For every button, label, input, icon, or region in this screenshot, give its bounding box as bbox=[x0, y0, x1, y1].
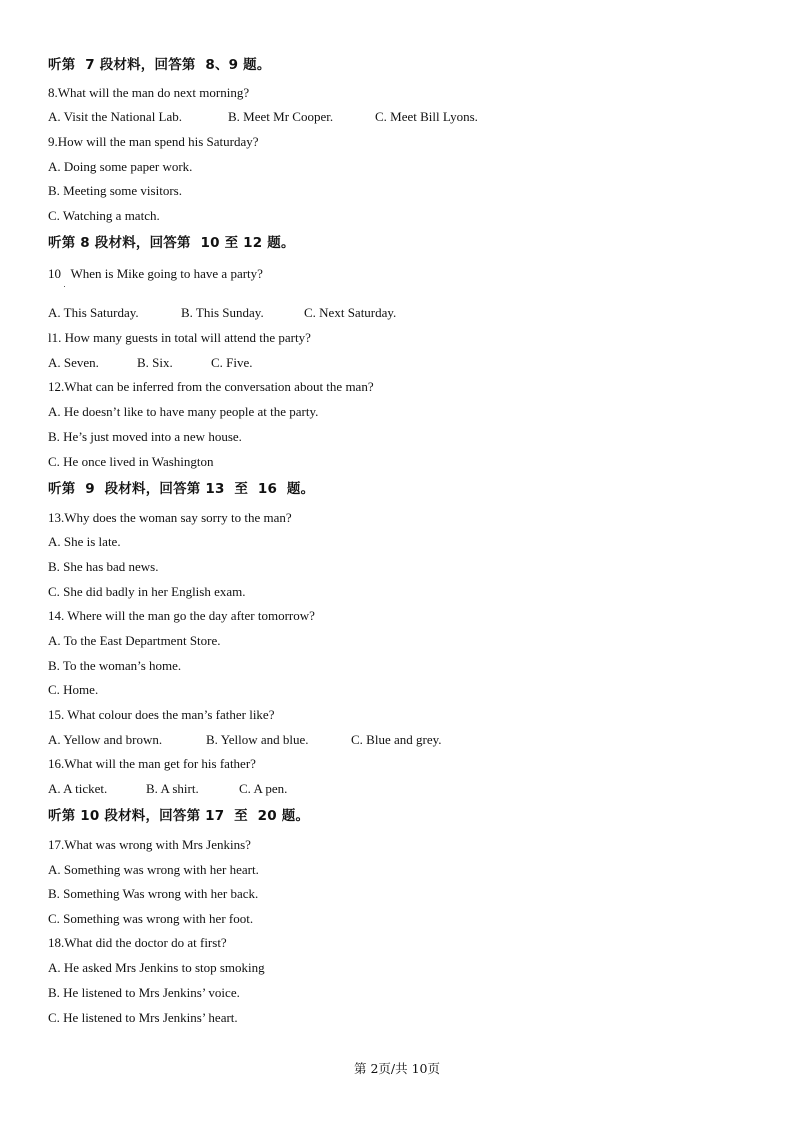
choice-14a: A. To the East Department Store. bbox=[48, 633, 221, 648]
choice-14c: C. Home. bbox=[48, 682, 99, 697]
choice-15c: C. Blue and grey. bbox=[351, 732, 442, 747]
choice-15b: B. Yellow and blue. bbox=[206, 732, 309, 747]
choice-8b: B. Meet Mr Cooper. bbox=[228, 109, 334, 124]
question-15-choices bbox=[48, 732, 748, 748]
choice-12a: A. He doesn’t like to have many people at the party. bbox=[48, 404, 319, 419]
choice-9c: C. Watching a match. bbox=[48, 208, 160, 223]
choice-18c: C. He listened to Mrs Jenkins’ heart. bbox=[48, 1010, 238, 1025]
choice-10b: B. This Sunday. bbox=[181, 305, 264, 320]
choice-10c: C. Next Saturday. bbox=[304, 305, 397, 320]
choice-11a: A. Seven. bbox=[48, 355, 99, 370]
question-11-choices bbox=[48, 355, 748, 371]
choice-12b: B. He’s just moved into a new house. bbox=[48, 429, 242, 444]
question-8-stem: 8.What will the man do next morning? bbox=[48, 85, 250, 100]
section-header-8: 听第 8 段材料，回答第 10 至 12 题。 bbox=[48, 235, 295, 251]
choice-8a: A. Visit the National Lab. bbox=[48, 109, 183, 124]
question-16-stem: 16.What will the man get for his father? bbox=[48, 756, 256, 771]
page-number: 第 2页/共 10页 bbox=[353, 1061, 441, 1076]
question-8-choices bbox=[48, 109, 748, 125]
choice-13b: B. She has bad news. bbox=[48, 559, 159, 574]
choice-15a: A. Yellow and brown. bbox=[48, 732, 163, 747]
choice-8c: C. Meet Bill Lyons. bbox=[375, 109, 478, 124]
choice-9a: A. Doing some paper work. bbox=[48, 159, 193, 174]
choice-17b: B. Something Was wrong with her back. bbox=[48, 886, 259, 901]
question-10-choices bbox=[48, 305, 748, 321]
choice-17c: C. Something was wrong with her foot. bbox=[48, 911, 254, 926]
choice-11c: C. Five. bbox=[211, 355, 253, 370]
choice-13c: C. She did badly in her English exam. bbox=[48, 584, 246, 599]
question-11-stem: l1. How many guests in total will attend the party? bbox=[48, 330, 311, 345]
question-9-stem: 9.How will the man spend his Saturday? bbox=[48, 134, 259, 149]
question-13-stem: 13.Why does the woman say sorry to the man? bbox=[48, 510, 292, 525]
choice-18a: A. He asked Mrs Jenkins to stop smoking bbox=[48, 960, 265, 975]
choice-14b: B. To the woman’s home. bbox=[48, 658, 182, 673]
choice-16c: C. A pen. bbox=[239, 781, 288, 796]
question-12-stem: 12.What can be inferred from the conversation about the man? bbox=[48, 379, 374, 394]
section-header-7: 听第 7 段材料，回答第 8、9 题。 bbox=[48, 57, 271, 73]
question-14-stem: 14. Where will the man go the day after tomorrow? bbox=[48, 608, 315, 623]
scan-speck bbox=[64, 286, 65, 287]
choice-13a: A. She is late. bbox=[48, 534, 121, 549]
section-header-10: 听第 10 段材料，回答第 17 至 20 题。 bbox=[48, 808, 310, 824]
choice-16a: A. A ticket. bbox=[48, 781, 108, 796]
choice-10a: A. This Saturday. bbox=[48, 305, 139, 320]
question-18-stem: 18.What did the doctor do at first? bbox=[48, 935, 227, 950]
question-10-stem: 10 When is Mike going to have a party? bbox=[48, 266, 263, 281]
question-15-stem: 15. What colour does the man’s father like? bbox=[48, 707, 275, 722]
choice-17a: A. Something was wrong with her heart. bbox=[48, 862, 259, 877]
section-header-9: 听第 9 段材料，回答第 13 至 16 题。 bbox=[48, 481, 315, 497]
question-17-stem: 17.What was wrong with Mrs Jenkins? bbox=[48, 837, 251, 852]
choice-9b: B. Meeting some visitors. bbox=[48, 183, 182, 198]
choice-16b: B. A shirt. bbox=[146, 781, 199, 796]
choice-18b: B. He listened to Mrs Jenkins’ voice. bbox=[48, 985, 240, 1000]
choice-12c: C. He once lived in Washington bbox=[48, 454, 214, 469]
choice-11b: B. Six. bbox=[137, 355, 173, 370]
question-16-choices bbox=[48, 781, 748, 797]
